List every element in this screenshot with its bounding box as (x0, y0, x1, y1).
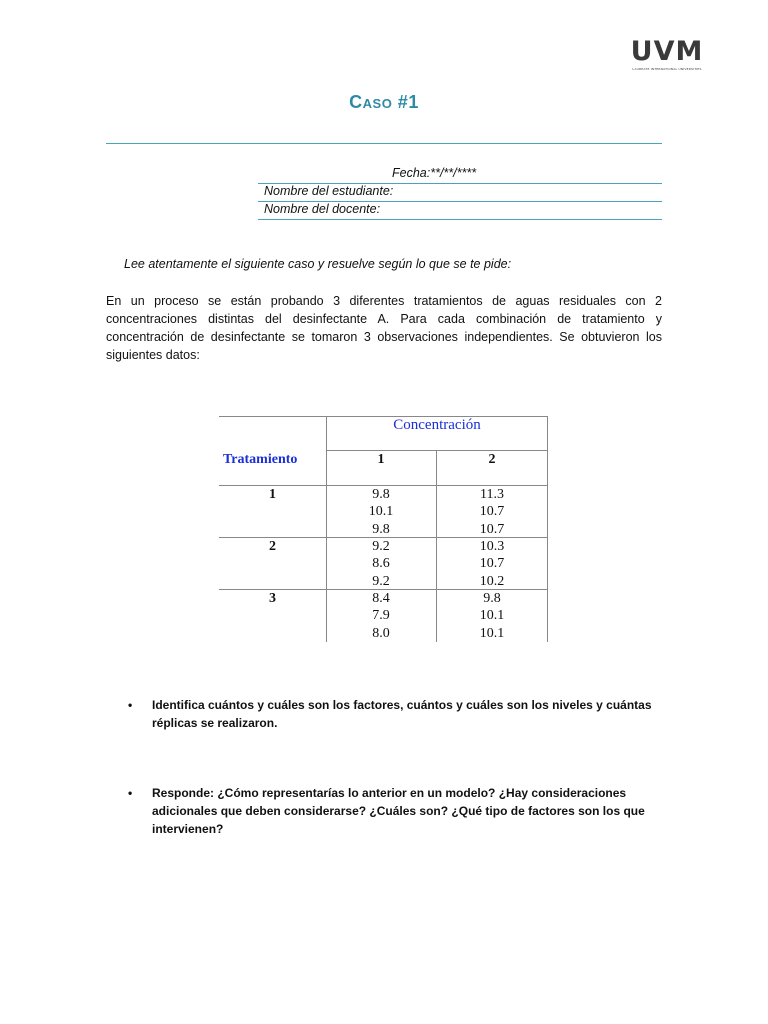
case-paragraph: En un proceso se están probando 3 diferentes tratamientos de aguas residuales con 2 concentraciones distintas del desinfectante A. Para cada combinación de tratamiento y concentración de desinfectante se tomaron 3 observaciones independientes. Se obtuvieron los siguientes datos: (106, 294, 662, 362)
value-cell: 9.8 (483, 591, 501, 606)
fecha-field: Fecha:**/**/**** (392, 166, 477, 180)
student-name-field: Nombre del estudiante: (264, 184, 394, 198)
data-table (219, 416, 548, 642)
treatment-header: Tratamiento (223, 452, 298, 467)
treatment-label: 2 (269, 539, 276, 554)
value-cell: 10.7 (479, 521, 505, 537)
values-t2-c1 (326, 538, 436, 590)
page-title: Caso #1 (349, 92, 419, 112)
concentration-level-2: 2 (488, 452, 496, 467)
value-cell: 8.4 (372, 591, 390, 606)
value-cell: 10.1 (479, 625, 505, 641)
bullet-icon: • (128, 786, 133, 800)
value-cell: 9.8 (372, 487, 390, 502)
bullet-icon: • (128, 698, 133, 712)
value-cell: 10.3 (479, 539, 505, 554)
uvm-logo (626, 38, 708, 74)
treatment-label: 1 (269, 487, 276, 502)
value-cell: 8.6 (372, 556, 390, 572)
value-cell: 11.3 (480, 487, 504, 502)
value-cell: 9.8 (372, 521, 390, 537)
concentration-level-1: 1 (377, 452, 385, 467)
value-cell: 10.7 (479, 556, 505, 572)
value-cell: 10.2 (479, 573, 505, 589)
value-cell: 7.9 (372, 608, 390, 624)
values-t1-c1 (326, 486, 436, 538)
logo-subtitle: LAUREATE INTERNATIONAL UNIVERSITIES (632, 67, 702, 71)
teacher-name-field: Nombre del docente: (264, 202, 381, 216)
concentration-header: Concentración (393, 417, 481, 433)
values-t3-c1 (326, 590, 436, 642)
title-divider (106, 143, 662, 144)
values-t2-c2 (437, 538, 547, 590)
value-cell: 9.2 (372, 573, 390, 589)
value-cell: 10.1 (479, 608, 505, 624)
values-t3-c2 (437, 590, 547, 642)
value-cell: 8.0 (372, 625, 390, 641)
treatment-label: 3 (269, 591, 276, 606)
teacher-underline (258, 219, 662, 220)
value-cell: 10.1 (368, 504, 394, 520)
values-t1-c2 (437, 486, 547, 538)
table-header-divider (326, 450, 548, 451)
logo-wordmark: UVM (630, 36, 704, 67)
intro-instructions: Lee atentamente el siguiente caso y resuelve según lo que se te pide: (124, 257, 512, 271)
question-text: Identifica cuántos y cuáles son los factores, cuántos y cuáles son los niveles y cuántas réplicas se realizaron. (152, 698, 652, 730)
value-cell: 9.2 (372, 539, 390, 554)
value-cell: 10.7 (479, 504, 505, 520)
question-text: Responde: ¿Cómo representarías lo anterior en un modelo? ¿Hay consideraciones adicionales que deben considerarse? ¿Cuáles son? ¿Qué tipo de factores son los que intervienen? (152, 786, 645, 836)
